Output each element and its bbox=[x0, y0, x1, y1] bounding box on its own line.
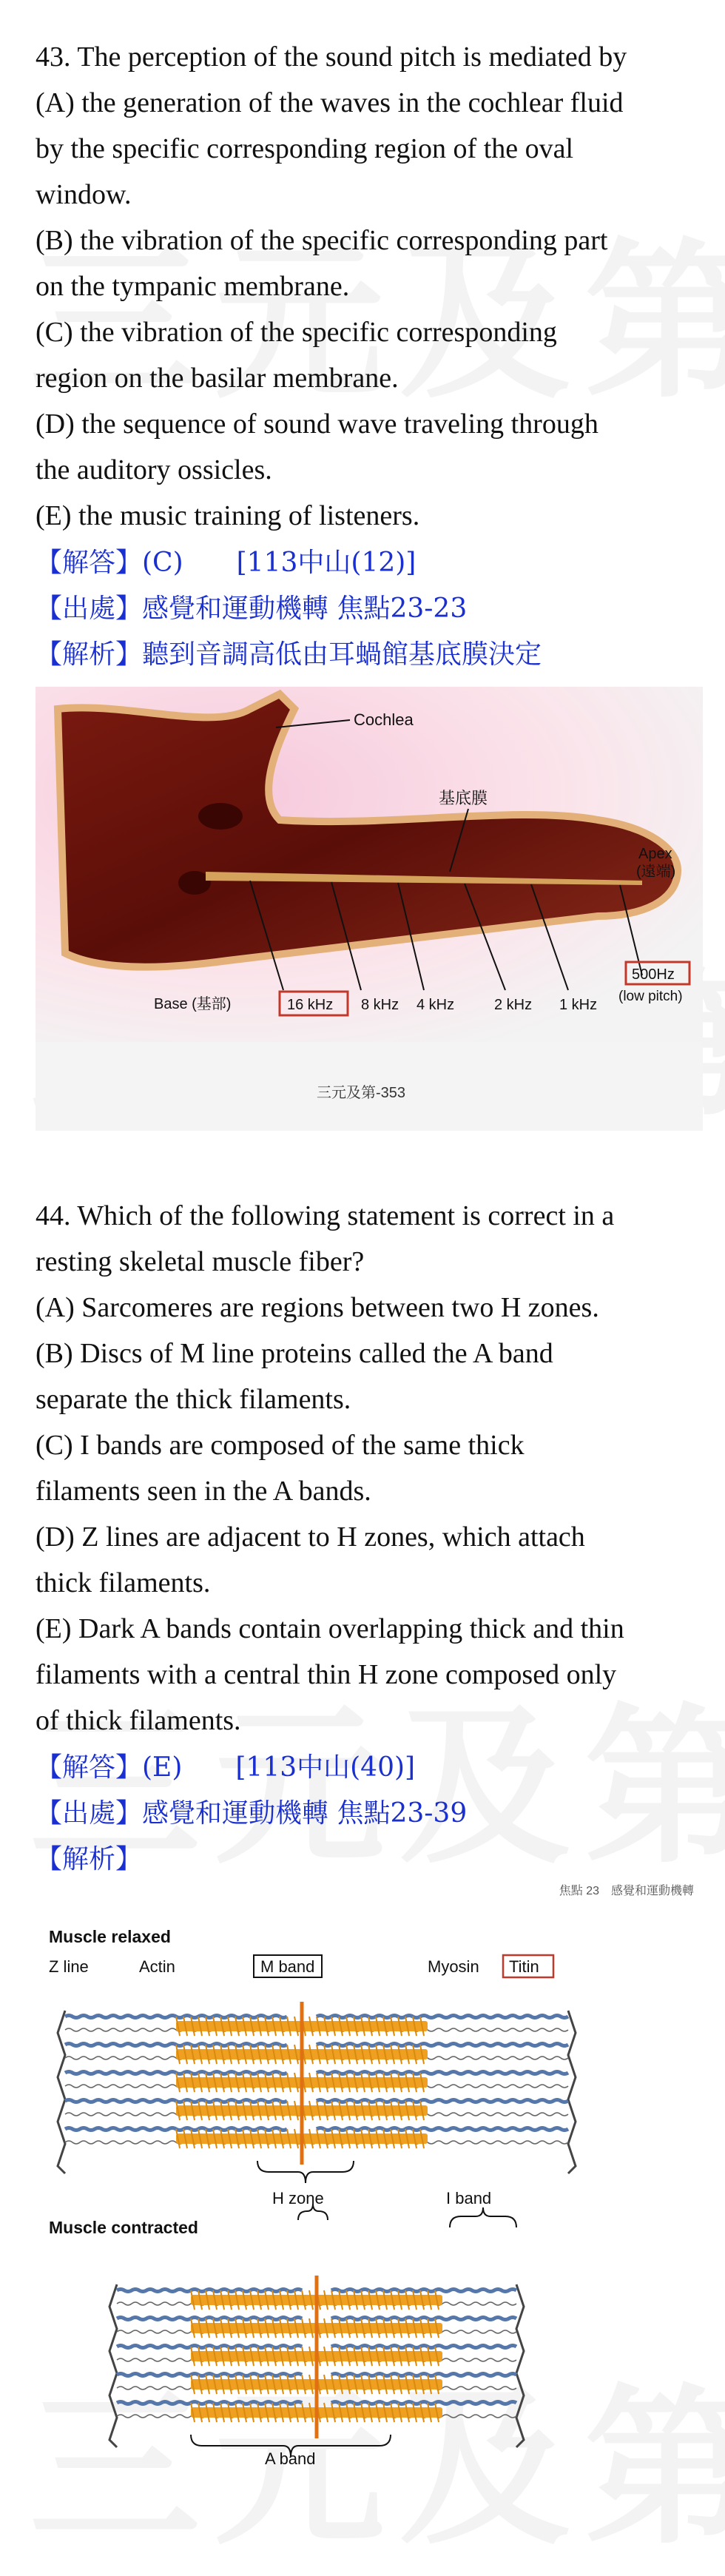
q43-analysis: 【解析】聽到音調高低由耳蝸館基底膜決定 bbox=[36, 639, 542, 670]
q44-line: thick filaments. bbox=[36, 1567, 211, 1598]
q44-line: (E) Dark A bands contain overlapping thick and thin bbox=[36, 1613, 624, 1644]
actin-filament bbox=[117, 2290, 302, 2292]
apex-label: Apex bbox=[638, 846, 672, 862]
cochlea-figure bbox=[36, 687, 703, 1131]
actin-filament bbox=[331, 2318, 516, 2320]
z-line bbox=[568, 2011, 576, 2173]
q43-line: on the tympanic membrane. bbox=[36, 271, 350, 302]
q44-line: separate the thick filaments. bbox=[36, 1384, 351, 1415]
q43-line: by the specific corresponding region of the oval bbox=[36, 133, 574, 164]
basilar-label: 基底膜 bbox=[439, 789, 488, 807]
aband-label: A band bbox=[265, 2449, 316, 2468]
hzone-label: H zone bbox=[272, 2189, 324, 2207]
actin-filament bbox=[331, 2374, 516, 2376]
actin-filament bbox=[331, 2290, 516, 2292]
q44-analysis: 【解析】 bbox=[36, 1844, 143, 1874]
actin-filament bbox=[117, 2346, 302, 2348]
relaxed-sarcomere bbox=[58, 2002, 576, 2183]
q43-line: (D) the sequence of sound wave traveling through bbox=[36, 408, 598, 440]
figure-footer: 三元及第-353 bbox=[317, 1085, 406, 1101]
actin-label: Actin bbox=[139, 1957, 175, 1976]
cochlea-diagram bbox=[36, 687, 703, 1131]
q44-line: resting skeletal muscle fiber? bbox=[36, 1246, 365, 1277]
q44-line: filaments seen in the A bands. bbox=[36, 1476, 371, 1507]
low-freq-label: 500Hz bbox=[632, 966, 675, 983]
z-line bbox=[109, 2284, 117, 2447]
contracted-title: Muscle contracted bbox=[49, 2218, 198, 2237]
freq-label: 2 kHz bbox=[494, 997, 533, 1013]
mband-label: M band bbox=[260, 1957, 315, 1976]
q44-line: of thick filaments. bbox=[36, 1705, 241, 1736]
actin-filament bbox=[117, 2374, 302, 2376]
actin-filament bbox=[331, 2402, 516, 2404]
z-line bbox=[58, 2011, 65, 2173]
q44-line: filaments with a central thin H zone composed only bbox=[36, 1659, 617, 1690]
relaxed-title: Muscle relaxed bbox=[49, 1927, 171, 1946]
oval-window bbox=[198, 803, 243, 830]
q43-line: 43. The perception of the sound pitch is mediated by bbox=[36, 41, 627, 73]
cochlea-label: Cochlea bbox=[354, 710, 414, 729]
iband-brace bbox=[450, 2207, 516, 2227]
base-label: Base (基部) bbox=[154, 996, 232, 1012]
freq-label: 1 kHz bbox=[559, 997, 598, 1013]
sarcomere-figure bbox=[36, 1872, 703, 2492]
freq-label: 4 kHz bbox=[417, 997, 455, 1013]
sarcomere-diagram bbox=[36, 1872, 703, 2492]
iband-label: I band bbox=[446, 2189, 492, 2207]
low-pitch-label: (low pitch) bbox=[618, 989, 683, 1004]
freq-label: 8 kHz bbox=[361, 997, 399, 1013]
q43-line: the auditory ossicles. bbox=[36, 454, 272, 485]
hzone-brace bbox=[257, 2161, 354, 2183]
q44-line: (B) Discs of M line proteins called the A band bbox=[36, 1338, 553, 1369]
zline-label: Z line bbox=[49, 1957, 89, 1976]
q43-answer: 【解答】(C) [113中山(12)] bbox=[36, 548, 417, 578]
z-line bbox=[516, 2284, 524, 2447]
titin-label: Titin bbox=[509, 1957, 539, 1976]
q44-source: 【出處】感覺和運動機轉 焦點23-39 bbox=[36, 1798, 468, 1829]
q44-line: (C) I bands are composed of the same thick bbox=[36, 1430, 525, 1461]
myosin-label: Myosin bbox=[428, 1957, 479, 1976]
actin-filament bbox=[331, 2346, 516, 2348]
figure-header: 焦點 23 感覺和運動機轉 bbox=[559, 1885, 694, 1897]
apex-cn-label: (遠端) bbox=[636, 864, 676, 880]
q44-line: (A) Sarcomeres are regions between two H zones. bbox=[36, 1292, 599, 1323]
q44-answer: 【解答】(E) [113中山(40)] bbox=[36, 1752, 416, 1783]
q43-line: region on the basilar membrane. bbox=[36, 363, 399, 394]
q43-line: (A) the generation of the waves in the cochlear fluid bbox=[36, 87, 624, 118]
actin-filament bbox=[117, 2318, 302, 2320]
q43-source: 【出處】感覺和運動機轉 焦點23-23 bbox=[36, 593, 468, 624]
freq-label: 16 kHz bbox=[287, 997, 334, 1013]
actin-filament bbox=[117, 2402, 302, 2404]
q43-line: (B) the vibration of the specific corresponding part bbox=[36, 225, 608, 256]
contracted-sarcomere bbox=[109, 2204, 524, 2457]
q44-line: 44. Which of the following statement is correct in a bbox=[36, 1200, 615, 1231]
q43-line: (E) the music training of listeners. bbox=[36, 500, 420, 531]
q43-line: (C) the vibration of the specific corresponding bbox=[36, 317, 557, 348]
q44-line: (D) Z lines are adjacent to H zones, which attach bbox=[36, 1521, 585, 1553]
q43-line: window. bbox=[36, 179, 132, 210]
